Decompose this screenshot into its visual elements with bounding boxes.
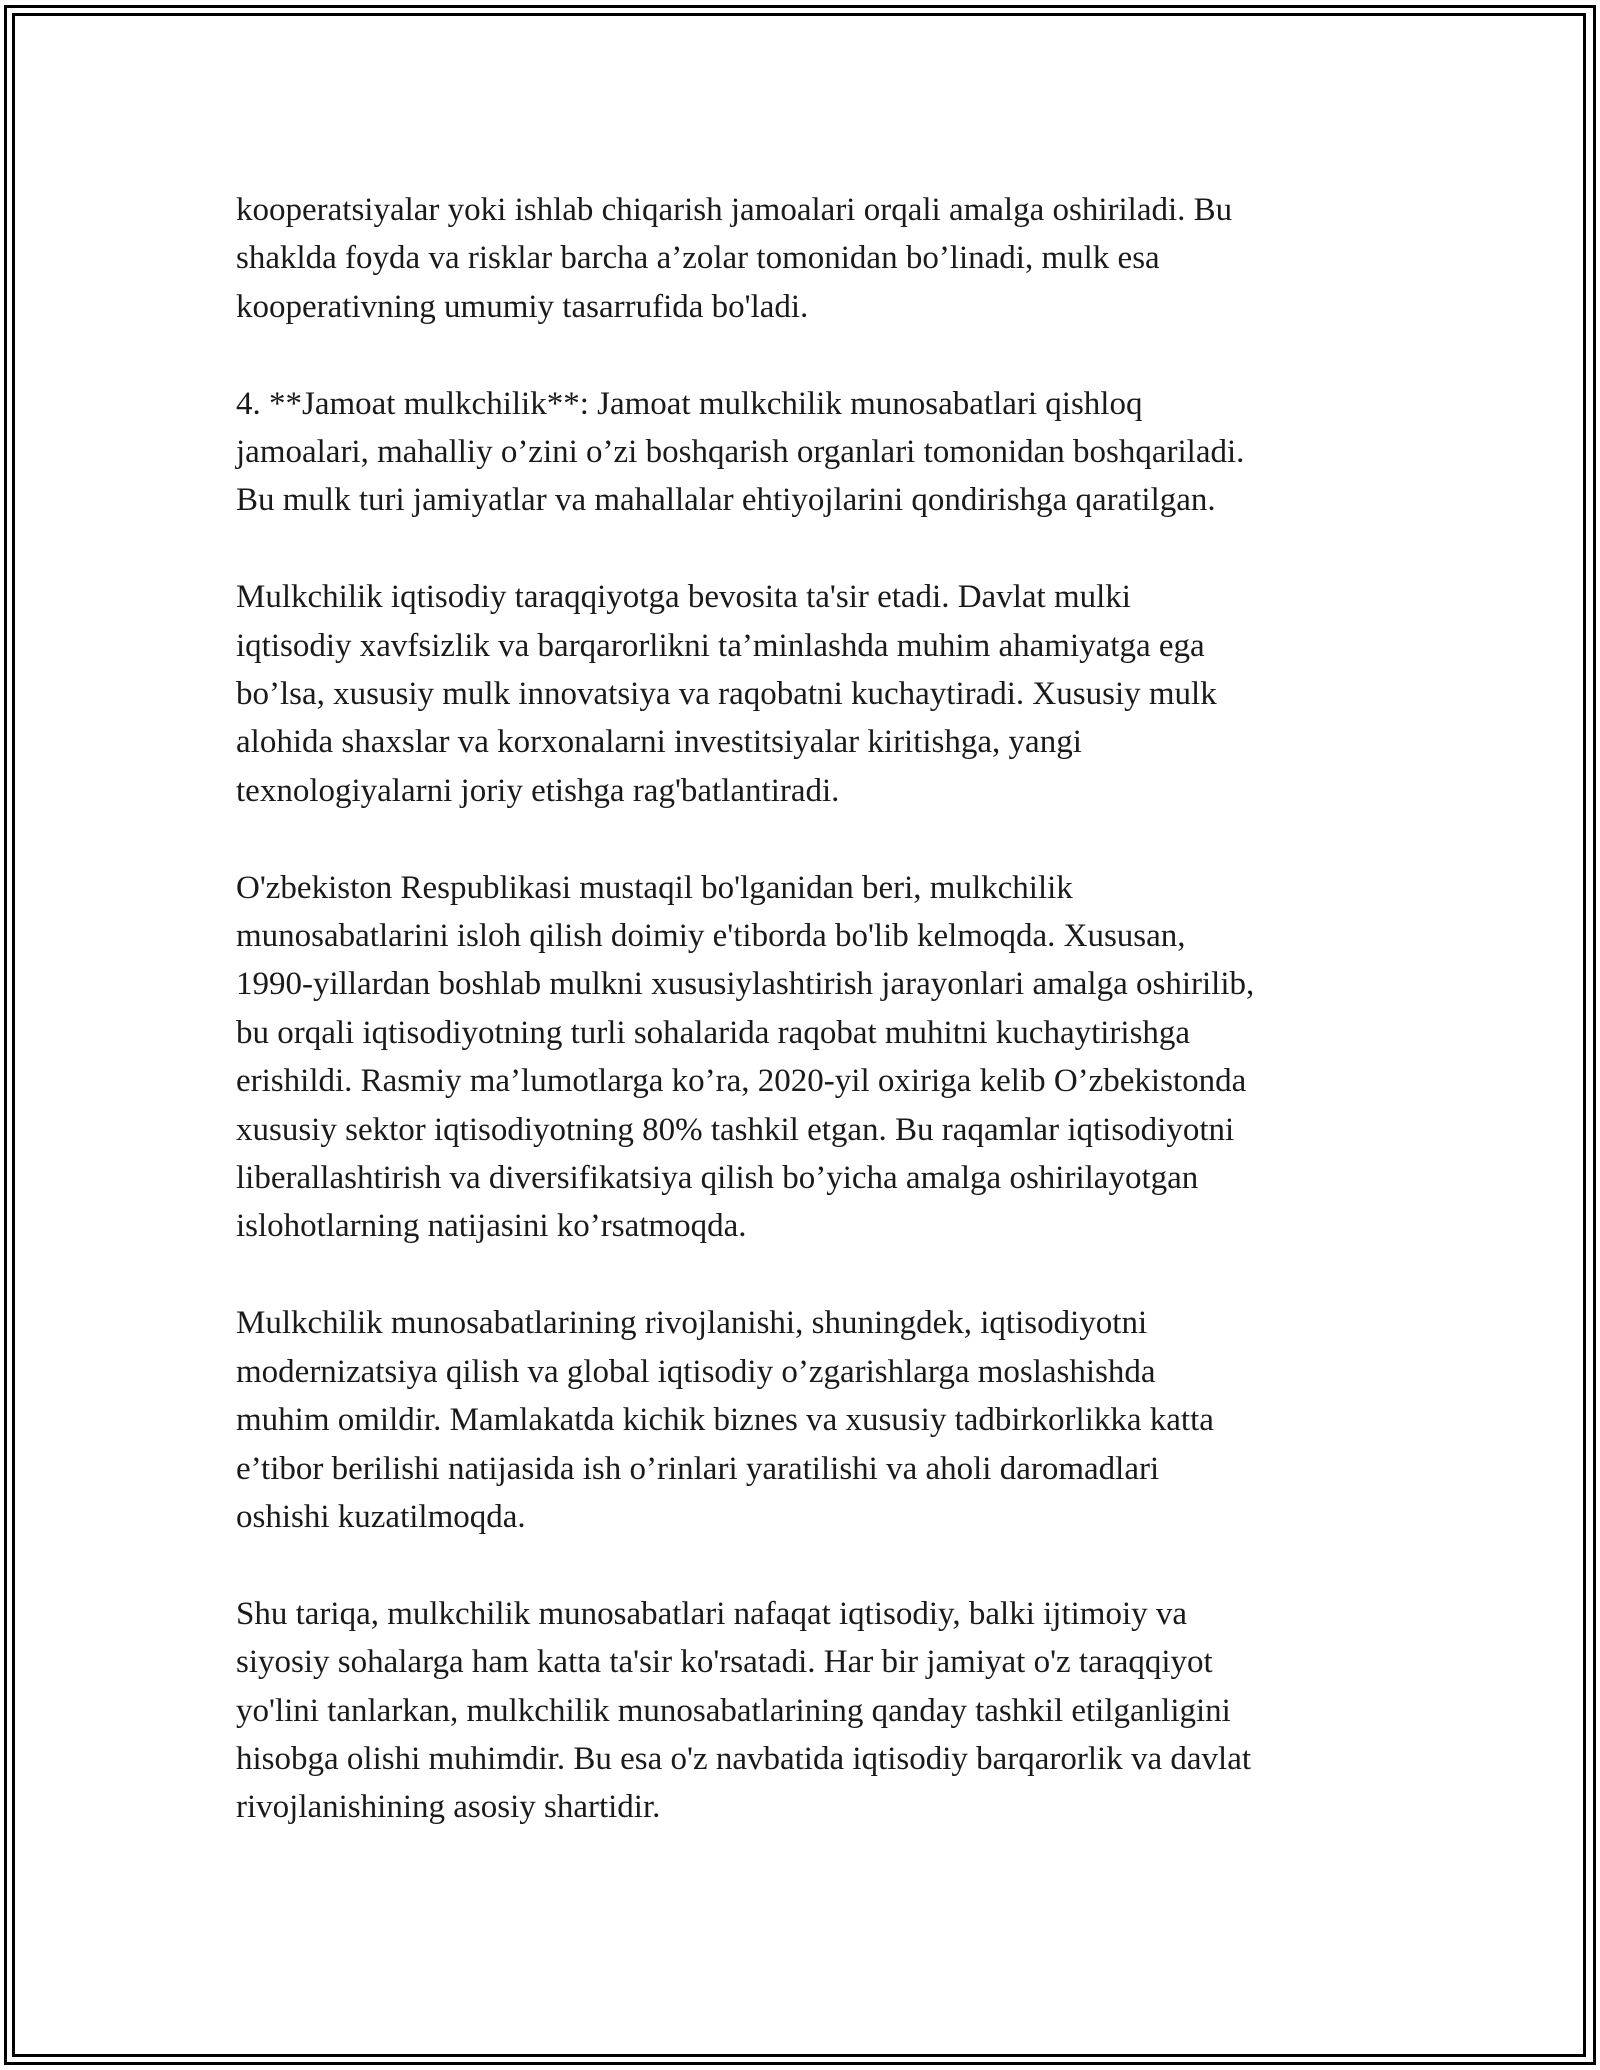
- paragraph-public-ownership: [236, 380, 1376, 525]
- text-line: Mulkchilik munosabatlarining rivojlanishi, shuningdek, iqtisodiyotni: [236, 1305, 1148, 1342]
- text-line: O'zbekiston Respublikasi mustaqil bo'lganidan beri, mulkchilik: [236, 869, 1073, 906]
- text-line: Mulkchilik iqtisodiy taraqqiyotga bevosita ta'sir etadi. Davlat mulki: [236, 579, 1131, 616]
- text-line: e’tibor berilishi natijasida ish o’rinlari yaratilishi va aholi daromadlari: [236, 1450, 1160, 1487]
- paragraph-uzbekistan-reforms: [236, 864, 1376, 1251]
- text-line: liberallashtirish va diversifikatsiya qilish bo’yicha amalga oshirilayotgan: [236, 1160, 1199, 1197]
- text-line: Bu mulk turi jamiyatlar va mahallalar ehtiyojlarini qondirishga qaratilgan.: [236, 482, 1216, 519]
- paragraph-modernization: [236, 1299, 1376, 1541]
- text-line: 1990-yillardan boshlab mulkni xususiylashtirish jarayonlari amalga oshirilib,: [236, 966, 1255, 1003]
- text-line: kooperatsiyalar yoki ishlab chiqarish jamoalari orqali amalga oshiriladi. Bu: [236, 192, 1233, 228]
- paragraph-conclusion: [236, 1590, 1376, 1832]
- text-line: Shu tariqa, mulkchilik munosabatlari nafaqat iqtisodiy, balki ijtimoiy va: [236, 1595, 1188, 1632]
- text-line: kooperativning umumiy tasarrufida bo'ladi.: [236, 288, 809, 325]
- text-line: hisobga olishi muhimdir. Bu esa o'z navbatida iqtisodiy barqarorlik va davlat: [236, 1740, 1252, 1777]
- text-line: modernizatsiya qilish va global iqtisodiy o’zgarishlarga moslashishda: [236, 1353, 1156, 1390]
- text-line: jamoalari, mahalliy o’zini o’zi boshqarish organlari tomonidan boshqariladi.: [236, 434, 1245, 471]
- text-line: rivojlanishining asosiy shartidir.: [236, 1789, 661, 1826]
- document-body: [236, 186, 1376, 1880]
- text-line: shaklda foyda va risklar barcha a’zolar tomonidan bo’linadi, mulk esa: [236, 240, 1160, 277]
- text-line: 4. **Jamoat mulkchilik**: Jamoat mulkchilik munosabatlari qishloq: [236, 385, 1143, 422]
- text-line: alohida shaxslar va korxonalarni investitsiyalar kiritishga, yangi: [236, 724, 1082, 761]
- text-line: bu orqali iqtisodiyotning turli sohalarida raqobat muhitni kuchaytirishga: [236, 1014, 1191, 1051]
- text-line: erishildi. Rasmiy ma’lumotlarga ko’ra, 2020-yil oxiriga kelib O’zbekistonda: [236, 1063, 1247, 1100]
- text-line: muhim omildir. Mamlakatda kichik biznes va xususiy tadbirkorlikka katta: [236, 1402, 1214, 1439]
- text-line: iqtisodiy xavfsizlik va barqarorlikni ta’minlashda muhim ahamiyatga ega: [236, 627, 1205, 664]
- paragraph-cooperative-ownership: [236, 186, 1376, 331]
- paragraph-economic-impact: [236, 573, 1376, 815]
- text-line: siyosiy sohalarga ham katta ta'sir ko'rsatadi. Har bir jamiyat o'z taraqqiyot: [236, 1644, 1213, 1681]
- text-line: xususiy sektor iqtisodiyotning 80% tashkil etgan. Bu raqamlar iqtisodiyotni: [236, 1111, 1235, 1148]
- text-line: munosabatlarini isloh qilish doimiy e'tiborda bo'lib kelmoqda. Xususan,: [236, 918, 1186, 955]
- text-line: bo’lsa, xususiy mulk innovatsiya va raqobatni kuchaytiradi. Xususiy mulk: [236, 676, 1217, 713]
- text-line: yo'lini tanlarkan, mulkchilik munosabatlarining qanday tashkil etilganligini: [236, 1692, 1231, 1729]
- text-line: texnologiyalarni joriy etishga rag'batlantiradi.: [236, 772, 840, 809]
- text-line: islohotlarning natijasini ko’rsatmoqda.: [236, 1208, 747, 1245]
- text-line: oshishi kuzatilmoqda.: [236, 1498, 526, 1535]
